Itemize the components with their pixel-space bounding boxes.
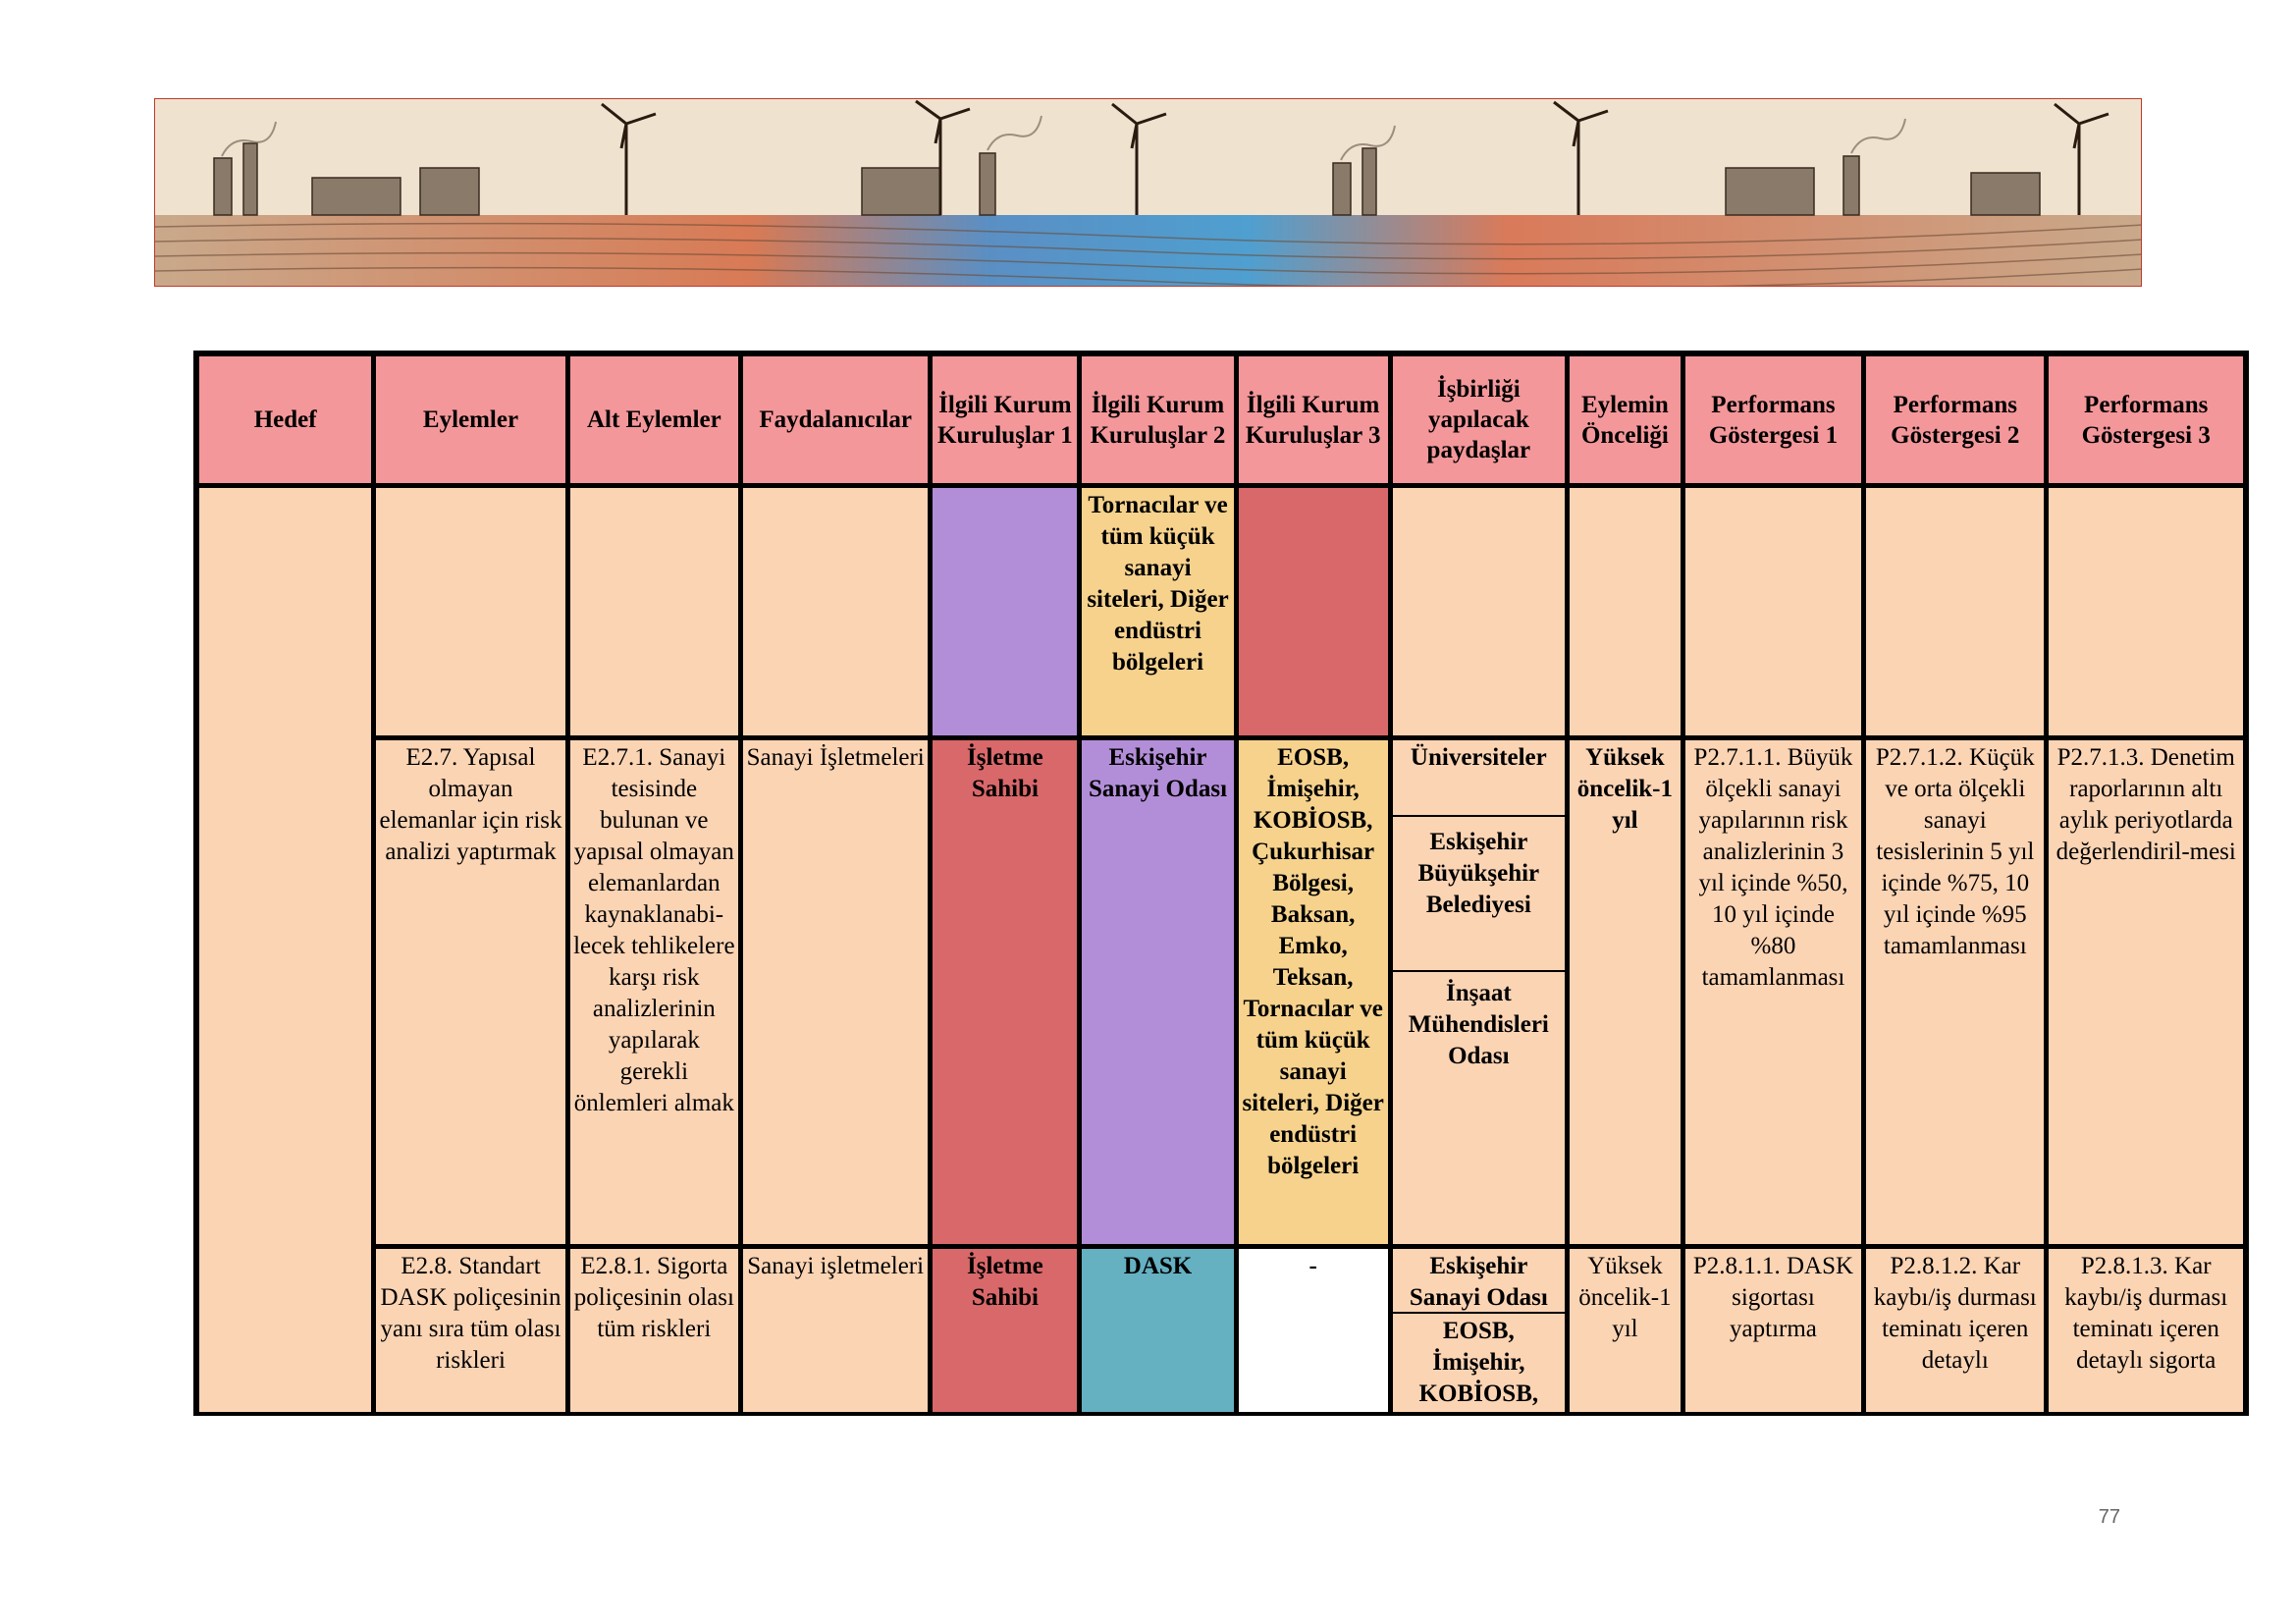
action-plan-table — [193, 351, 2249, 1416]
cell-oncelik: Yüksek öncelik-1 yıl — [1569, 1248, 1682, 1413]
table-row-continuation — [198, 487, 2244, 736]
paydas-item: Eskişehir Sanayi Odası — [1393, 1249, 1565, 1314]
cell-eylem: E2.8. Standart DASK poliçesinin yanı sıra tüm olası riskleri — [375, 1248, 565, 1413]
cell-kurum1: İşletme Sahibi — [932, 739, 1078, 1245]
cell-kurum2-continuation: Tornacılar ve tüm küçük sanayi siteleri, Diğer endüstri bölgeleri — [1081, 487, 1234, 736]
header-eylemler: Eylemler — [375, 355, 565, 484]
header-kurum-3: İlgili Kurum Kuruluşlar 3 — [1238, 355, 1389, 484]
header-oncelik: Eylemin Önceliği — [1569, 355, 1682, 484]
page-number: 77 — [2098, 1506, 2120, 1528]
header-pg-1: Performans Göstergesi 1 — [1684, 355, 1862, 484]
cell-hedef — [198, 487, 372, 1413]
header-hedef: Hedef — [198, 355, 372, 484]
cell-paydaslar — [1392, 1248, 1566, 1413]
cell-kurum3-color — [1238, 487, 1389, 736]
cell-empty — [1865, 487, 2045, 736]
paydas-item: EOSB, İmişehir, KOBİOSB, — [1418, 1318, 1539, 1407]
header-pg-3: Performans Göstergesi 3 — [2048, 355, 2244, 484]
cell-paydaslar — [1392, 739, 1566, 1245]
cell-empty — [569, 487, 739, 736]
cell-oncelik: Yüksek öncelik-1 yıl — [1569, 739, 1682, 1245]
cell-pg1: P2.8.1.1. DASK sigortası yaptırma — [1684, 1248, 1862, 1413]
cell-empty — [1392, 487, 1566, 736]
cell-kurum1-color — [932, 487, 1078, 736]
industrial-landscape-banner — [154, 98, 2142, 287]
cell-empty — [1569, 487, 1682, 736]
cell-empty — [375, 487, 565, 736]
cell-pg2: P2.8.1.2. Kar kaybı/iş durması teminatı içeren detaylı — [1865, 1248, 2045, 1413]
cell-kurum3: - — [1238, 1248, 1389, 1413]
paydas-item: İnşaat Mühendisleri Odası — [1408, 980, 1549, 1069]
cell-empty — [1684, 487, 1862, 736]
cell-empty — [2048, 487, 2244, 736]
header-kurum-2: İlgili Kurum Kuruluşlar 2 — [1081, 355, 1234, 484]
table-row-e28 — [198, 1248, 2244, 1413]
cell-alt-eylem: E2.8.1. Sigorta poliçesinin olası tüm riskleri — [569, 1248, 739, 1413]
cell-faydalanici: Sanayi işletmeleri — [742, 1248, 929, 1413]
cell-eylem: E2.7. Yapısal olmayan elemanlar için risk analizi yaptırmak — [375, 739, 565, 1245]
header-faydalanicilar: Faydalanıcılar — [742, 355, 929, 484]
cell-empty — [742, 487, 929, 736]
cell-kurum2: DASK — [1081, 1248, 1234, 1413]
cell-kurum2: Eskişehir Sanayi Odası — [1081, 739, 1234, 1245]
cell-faydalanici: Sanayi İşletmeleri — [742, 739, 929, 1245]
cell-pg1: P2.7.1.1. Büyük ölçekli sanayi yapılarının risk analizlerinin 3 yıl içinde %50, 10 yıl içinde %80 tamamlanması — [1684, 739, 1862, 1245]
cell-pg2: P2.7.1.2. Küçük ve orta ölçekli sanayi tesislerinin 5 yıl içinde %75, 10 yıl içinde %95 tamamlanması — [1865, 739, 2045, 1245]
header-kurum-1: İlgili Kurum Kuruluşlar 1 — [932, 355, 1078, 484]
header-pg-2: Performans Göstergesi 2 — [1865, 355, 2045, 484]
header-paydaslar: İşbirliği yapılacak paydaşlar — [1392, 355, 1566, 484]
cell-pg3: P2.8.1.3. Kar kaybı/iş durması teminatı içeren detaylı sigorta — [2048, 1248, 2244, 1413]
cell-kurum1: İşletme Sahibi — [932, 1248, 1078, 1413]
paydas-item: Üniversiteler — [1393, 740, 1565, 817]
table-header-row — [198, 355, 2244, 484]
cell-pg3: P2.7.1.3. Denetim raporlarının altı aylık periyotlarda değerlendiril-mesi — [2048, 739, 2244, 1245]
cell-alt-eylem: E2.7.1. Sanayi tesisinde bulunan ve yapısal olmayan elemanlardan kaynaklanabi-lecek tehlikelere karşı risk analizlerinin yapılarak gerekli önlemleri almak — [569, 739, 739, 1245]
table-row-e27 — [198, 739, 2244, 1245]
header-alt-eylemler: Alt Eylemler — [569, 355, 739, 484]
cell-kurum3: EOSB, İmişehir, KOBİOSB, Çukurhisar Bölgesi, Baksan, Emko, Teksan, Tornacılar ve tüm küçük sanayi siteleri, Diğer endüstri bölgeleri — [1238, 739, 1389, 1245]
paydas-item: Eskişehir Büyükşehir Belediyesi — [1393, 817, 1565, 972]
